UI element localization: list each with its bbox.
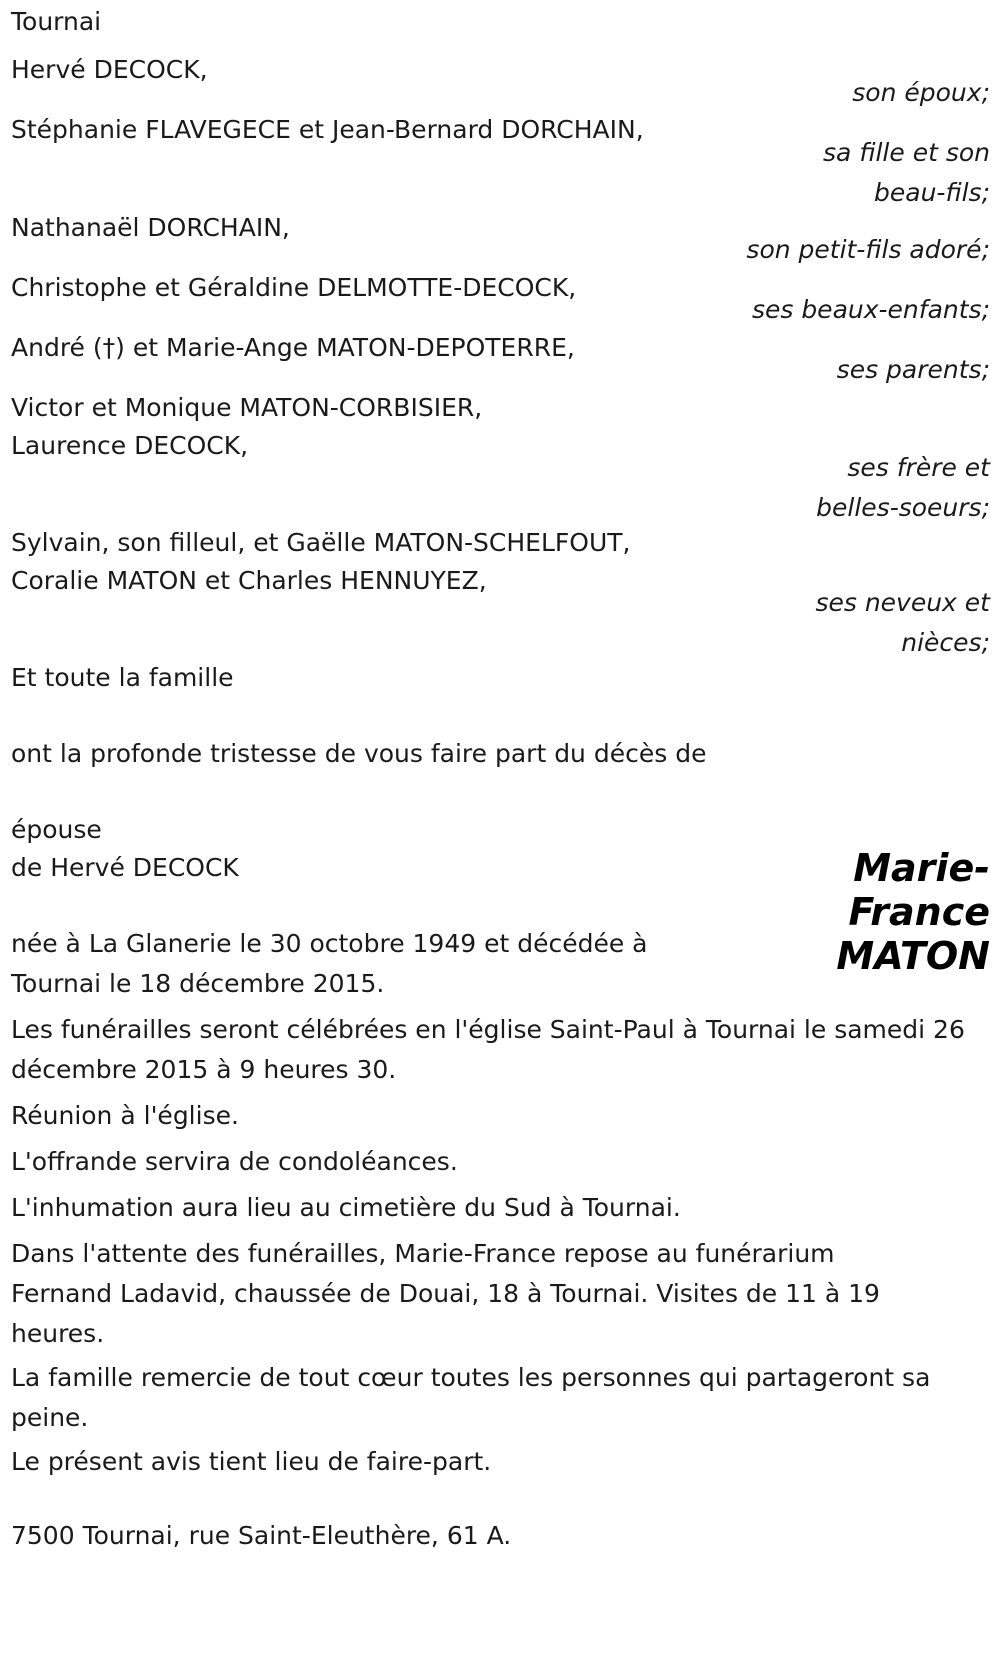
funeral-paragraph: La famille remercie de tout cœur toutes les personnes qui partageront sa peine.: [11, 1363, 931, 1432]
funeral-paragraph: L'inhumation aura lieu au cimetière du Sud à Tournai.: [11, 1193, 681, 1222]
family-member-name: Christophe et Géraldine DELMOTTE-DECOCK,: [11, 273, 577, 302]
deceased-last-name: MATON: [836, 934, 990, 978]
city-heading: Tournai: [11, 7, 102, 36]
family-member-name: Hervé DECOCK,: [11, 55, 208, 84]
family-member-name: Coralie MATON et Charles HENNUYEZ,: [11, 566, 487, 595]
family-relation: ses neveux et nièces;: [815, 588, 990, 657]
family-member-name: Laurence DECOCK,: [11, 431, 249, 460]
funeral-paragraph: L'offrande servira de condoléances.: [11, 1147, 458, 1176]
family-member-name: Stéphanie FLAVEGECE et Jean-Bernard DORCHAIN,: [11, 115, 644, 144]
funeral-paragraph: Dans l'attente des funérailles, Marie-France repose au funérarium Fernand Ladavid, chaussée de Douai, 18 à Tournai. Visites de 11 à 19 heures.: [11, 1239, 880, 1348]
deceased-first-name: Marie-: [853, 846, 990, 890]
family-relation: son époux;: [852, 78, 990, 107]
family-relation: son petit-fils adoré;: [746, 235, 990, 264]
announcement-text: ont la profonde tristesse de vous faire part du décès de: [11, 739, 707, 768]
family-member-name: Nathanaël DORCHAIN,: [11, 213, 290, 242]
funeral-paragraph: Le présent avis tient lieu de faire-part.: [11, 1447, 492, 1476]
family-relation: ses beaux-enfants;: [751, 295, 990, 324]
family-relation: ses frère et belles-soeurs;: [816, 453, 990, 522]
family-member-name: André (†) et Marie-Ange MATON-DEPOTERRE,: [11, 333, 575, 362]
family-closing: Et toute la famille: [11, 663, 234, 692]
spouse-name: de Hervé DECOCK: [11, 853, 239, 882]
birth-death-text: née à La Glanerie le 30 octobre 1949 et décédée à Tournai le 18 décembre 2015.: [11, 929, 648, 998]
family-relation: ses parents;: [836, 355, 990, 384]
funeral-paragraph: Réunion à l'église.: [11, 1101, 239, 1130]
deceased-name: [800, 846, 990, 978]
family-member-name: Sylvain, son filleul, et Gaëlle MATON-SCHELFOUT,: [11, 528, 631, 557]
family-relation: sa fille et son beau-fils;: [823, 138, 990, 207]
address-text: 7500 Tournai, rue Saint-Eleuthère, 61 A.: [11, 1521, 512, 1550]
deceased-first-name-cont: France: [848, 890, 990, 934]
funeral-paragraph: Les funérailles seront célébrées en l'église Saint-Paul à Tournai le samedi 26 décembre 2015 à 9 heures 30.: [11, 1015, 965, 1084]
spouse-label: épouse: [11, 815, 102, 844]
family-member-name: Victor et Monique MATON-CORBISIER,: [11, 393, 483, 422]
